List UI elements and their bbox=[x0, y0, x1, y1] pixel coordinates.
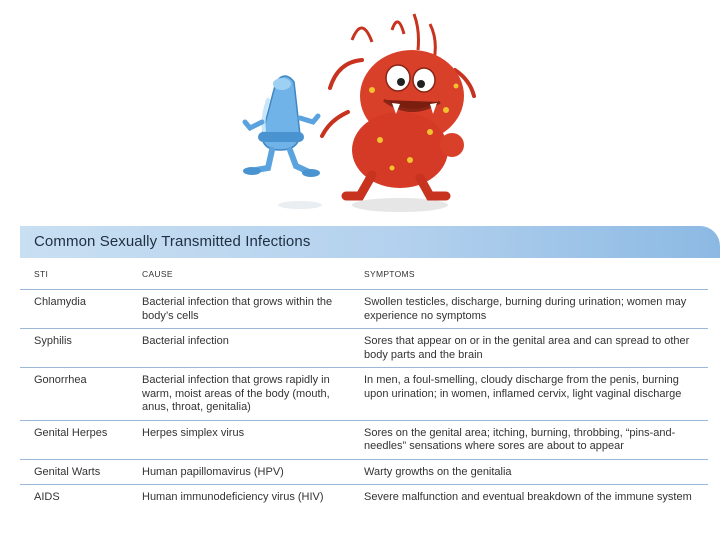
illustration bbox=[0, 0, 720, 222]
table-header-row bbox=[20, 258, 708, 290]
cell-cause: Human immunodeficiency virus (HIV) bbox=[142, 491, 324, 503]
cell-cause: Bacterial infection that grows rapidly in warm, moist areas of the body (mouth, anus, throat, genitalia) bbox=[128, 368, 350, 421]
table-row bbox=[20, 459, 708, 485]
table-row bbox=[20, 420, 708, 459]
table-row bbox=[20, 290, 708, 329]
table-row bbox=[20, 485, 708, 510]
cell-sti: Chlamydia bbox=[20, 290, 128, 329]
cell-symptoms: In men, a foul-smelling, cloudy discharge from the penis, burning upon urination; in women, inflamed cervix, light vaginal discharge bbox=[350, 368, 708, 421]
cell-sti: AIDS bbox=[34, 491, 60, 503]
cell-symptoms: Sores on the genital area; itching, burning, throbbing, “pins-and-needles” sensations where sores are about to appear bbox=[350, 420, 708, 459]
cell-symptoms: Swollen testicles, discharge, burning during urination; women may experience no symptoms bbox=[350, 290, 708, 329]
condom-character-icon bbox=[243, 76, 322, 209]
germ-monster-icon bbox=[322, 14, 474, 212]
cell-cause: Bacterial infection bbox=[128, 329, 350, 368]
sti-table bbox=[20, 258, 708, 510]
cell-sti: Syphilis bbox=[20, 329, 128, 368]
cell-cause: Herpes simplex virus bbox=[128, 420, 350, 459]
table-row bbox=[20, 368, 708, 421]
table-title-bar bbox=[20, 226, 720, 258]
table-title: Common Sexually Transmitted Infections bbox=[34, 233, 311, 250]
header-cause: CAUSE bbox=[128, 258, 350, 290]
cell-sti: Genital Herpes bbox=[20, 420, 128, 459]
cell-symptoms: Warty growths on the genitalia bbox=[350, 459, 708, 485]
cell-symptoms: Severe malfunction and eventual breakdown of the immune system bbox=[364, 491, 692, 503]
cell-cause: Human papillomavirus (HPV) bbox=[128, 459, 350, 485]
cell-sti: Genital Warts bbox=[20, 459, 128, 485]
cell-symptoms: Sores that appear on or in the genital area and can spread to other body parts and the brain bbox=[350, 329, 708, 368]
cell-sti: Gonorrhea bbox=[20, 368, 128, 421]
header-symptoms: SYMPTOMS bbox=[350, 258, 708, 290]
sti-table-card bbox=[20, 226, 720, 502]
cell-cause: Bacterial infection that grows within the body’s cells bbox=[128, 290, 350, 329]
table-row bbox=[20, 329, 708, 368]
header-sti: STI bbox=[20, 258, 128, 290]
